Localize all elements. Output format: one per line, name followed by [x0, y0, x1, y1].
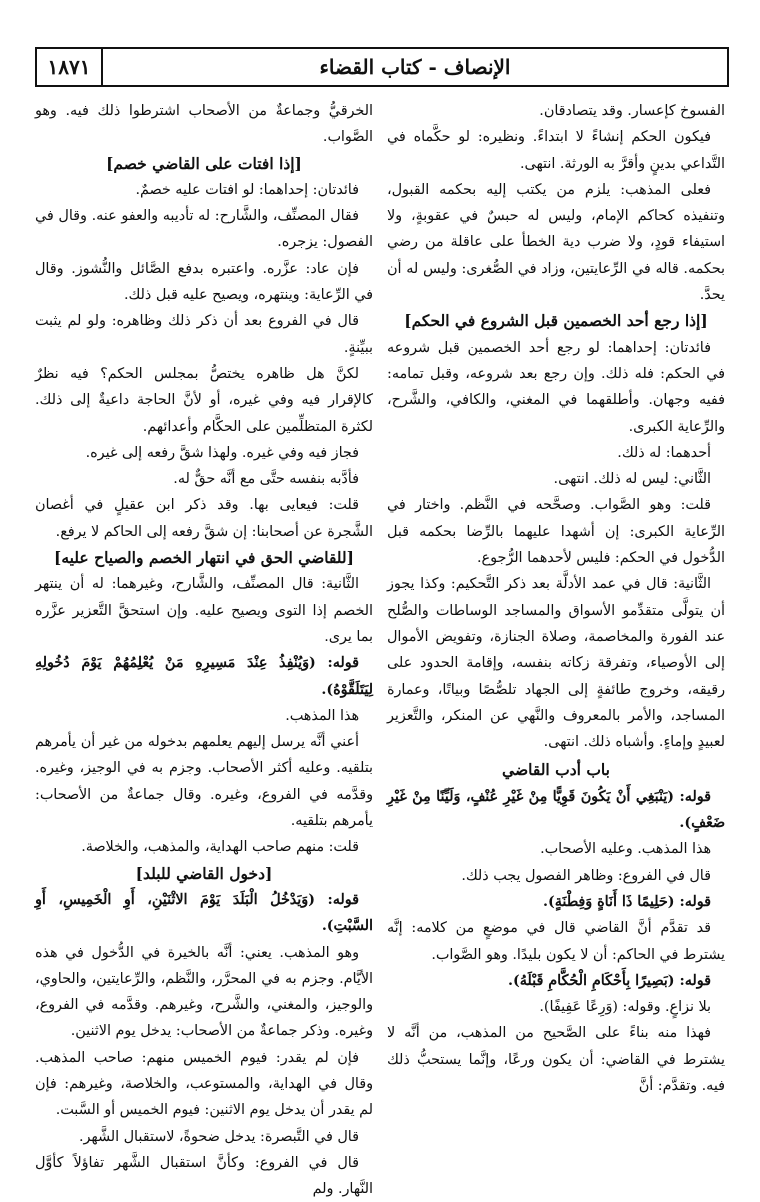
paragraph: قلت: منهم صاحب الهداية، والمذهب، والخلاصة. [81, 839, 359, 856]
paragraph: أحدهما: له ذلك. [617, 444, 711, 461]
paragraph: قال في الفروع: وظاهر الفصول يجب ذلك. [461, 867, 711, 884]
paragraph: قال في الفروع بعد أن ذكر ذلك وظاهره: ولو لم يثبت ببيِّنةٍ. [35, 313, 373, 356]
paragraph: فأدَّبه بنفسه حتَّى مع أنَّه حقٌّ له. [173, 471, 359, 488]
paragraph: قال في التَّبصرة: يدخل ضحوةً، لاستقبال الشَّهر. [79, 1128, 359, 1145]
quoted-matn: قوله: (وَيَدْخُلُ الْبَلَدَ يَوْمَ الاثْنَيْنِ، أَوِ الْخَمِيسِ، أَوِ السَّبْتِ). [35, 891, 373, 935]
section-heading: [دخول القاضي للبلد] [135, 863, 273, 883]
paragraph: فقال المصنِّف، والشَّارح: له تأديبه والعفو عنه. وقال في الفصول: يزجره. [35, 208, 373, 251]
paragraph: قد تقدَّم أنَّ القاضي قال في موضعٍ من كلامه: إنَّه يشترط في الحاكم: أن لا يكون بليدًا. وهو الصَّواب. [387, 920, 725, 963]
paragraph: وهو المذهب. يعني: أنَّه بالخيرة في الدُّخول في هذه الأيَّام. وجزم به في المحرَّر، والنَّظم، والرِّعايتين، والحاوي، والوجيز، والمغني، والشَّرح، وغيرهم. وقدَّمه في الفروع، وغيره. وذكر جماعةٌ من الأصحاب: يدخل يوم الاثنين. [35, 944, 373, 1040]
paragraph: فعلى المذهب: يلزم من يكتب إليه بحكمه القبول، وتنفيذه كحاكم الإمام، وليس له حبسٌ في عقوبةٍ، ولا استيفاء قودٍ، ولا ضرب دية الخطأ على عاقلة من رضي بحكمه. قاله في الرِّعايتين، وزاد في الصُّغرى: وليس له أن يحدَّ. [387, 181, 725, 304]
quoted-matn: قوله: (بَصِيرًا بِأَحْكَامِ الْحُكَّامِ قَبْلَهُ). [508, 972, 711, 989]
paragraph: الثَّاني: ليس له ذلك. انتهى. [553, 471, 711, 488]
paragraph: فهذا منه بناءً على الصَّحيح من المذهب، من أنَّه لا يشترط في القاضي: أن يكون ورعًا، وإنَّما يستحبُّ ذلك فيه. وتقدَّم: أنَّ [387, 1025, 725, 1094]
right-column [387, 98, 725, 1098]
paragraph: الفسوخ كإعسار. وقد يتصادقان. [539, 103, 725, 119]
paragraph: هذا المذهب. [285, 707, 359, 724]
left-column [35, 98, 373, 1198]
paragraph: فإن عاد: عزَّره. واعتبره بدفع الصَّائل والنُّشوز. وقال في الرِّعاية: وينتهره، ويصيح عليه قبل ذلك. [35, 260, 373, 304]
paragraph: بلا نزاعٍ. وقوله: (وَرِعًا عَفِيفًا). [539, 999, 711, 1016]
chapter-heading: باب أدب القاضي [502, 760, 610, 780]
paragraph: الثَّانية: قال في عمد الأدلَّة بعد ذكر التَّحكيم: وكذا يجوز أن يتولَّى متقدِّمو الأسواق والمساجد الوساطات والصُّلح عند الفورة والمخاصمة، وصلاة الجنازة، وتفويض الأموال إلى الأوصياء، وتفرقة زكاته بنفسه، وإقامة الحدود على رقيقه، وخروج طائفةٍ إلى الجهاد تلصُّصًا وبياتًا، وعمارة المساجد، والأمر بالمعروف والنَّهي عن المنكر، والتَّعزير لعبيدٍ وإماءٍ. وأشباه ذلك. انتهى. [387, 576, 725, 751]
paragraph: قلت: فيعايى بها. وقد ذكر ابن عقيلٍ في أغصان الشَّجرة عن أصحابنا: إن شقَّ رفعه إلى الحاكم لا يرفع. [35, 497, 373, 540]
section-heading: [للقاضي الحق في انتهار الخصم والصياح عليه] [53, 548, 354, 568]
paragraph: الخرقيُّ وجماعةٌ من الأصحاب اشترطوا ذلك فيه. وهو الصَّواب. [35, 103, 373, 146]
section-heading: [إذا افتات على القاضي خصم] [106, 153, 302, 173]
page-number: ١٨٧١ [37, 49, 103, 85]
running-title: الإنصاف - كتاب القضاء [319, 55, 511, 79]
paragraph: فائدتان: إحداهما: لو رجع أحد الخصمين قبل شروعه في الحكم: فله ذلك. وإن رجع بعد شروعه، وقبل تمامه: ففيه وجهان. وأطلقهما في المغني، والكافي، والشَّرح، والرِّعاية الكبرى. [387, 339, 725, 435]
section-heading: [إذا رجع أحد الخصمين قبل الشروع في الحكم] [404, 311, 708, 331]
quoted-matn: قوله: (يَنْبَغِي أَنْ يَكُونَ قَوِيًّا مِنْ غَيْرِ عُنْفٍ، وَلَيِّنًا مِنْ غَيْرِ ضَعْفٍ). [387, 788, 725, 832]
paragraph: فائدتان: إحداهما: لو افتات عليه خصمٌ. [135, 181, 359, 198]
paragraph: قال في الفروع: وكأنَّ استقبال الشَّهر تفاؤلاً كأوَّل النَّهار. ولم [35, 1154, 373, 1198]
paragraph: قلت: وهو الصَّواب. وصحَّحه في النَّظم. واختار في الرِّعاية الكبرى: إن أشهدا عليهما بالرِّضا بحكمه قبل الدُّخول في الحكم: فليس لأحدهما الرُّجوع. [387, 497, 725, 567]
quoted-matn: قوله: (وَيُنْفِذُ عِنْدَ مَسِيرِهِ مَنْ يُعْلِمُهُمْ يَوْمَ دُخُولِهِ لِيَتَلَقَّوْهُ). [35, 655, 373, 698]
paragraph: فإن لم يقدر: فيوم الخميس منهم: صاحب المذهب. وقال في الهداية، والمستوعب، والخلاصة، وغيرهم: فإن لم يقدر أن يدخل يوم الاثنين: فيوم الخميس أو السَّبت. [35, 1049, 373, 1119]
quoted-matn: قوله: (حَلِيمًا ذَا أَنَاةٍ وَفِطْنَةٍ). [542, 893, 711, 910]
page-header [35, 47, 729, 87]
paragraph: هذا المذهب. وعليه الأصحاب. [540, 841, 711, 858]
paragraph: الثَّانية: قال المصنِّف، والشَّارح، وغيرهما: له أن ينتهر الخصم إذا التوى ويصيح عليه. وإن استحقَّ التَّعزير عزَّره بما يرى. [35, 576, 373, 645]
paragraph: أعني أنَّه يرسل إليهم يعلمهم بدخوله من غير أن يأمرهم بتلقيه. وعليه أكثر الأصحاب. وجزم به في الوجيز، وغيره. وقدَّمه في الفروع، وغيره. وقال جماعةٌ من الأصحاب: يأمرهم بتلقيه. [35, 734, 373, 830]
paragraph: لكنَّ هل ظاهره يختصُّ بمجلس الحكم؟ فيه نظرٌ كالإقرار فيه وفي غيره، أو لأنَّ الحاجة داعيةٌ إلى ذلك. لكثرة المتظلِّمين على الحكَّام وأعدائهم. [35, 365, 373, 435]
paragraph: فجاز فيه وفي غيره. ولهذا شقَّ رفعه إلى غيره. [85, 444, 359, 461]
paragraph: فيكون الحكم إنشاءً لا ابتداءً. ونظيره: لو حكَّماه في التَّداعي بدينٍ وأقرَّ به الورثة. انتهى. [387, 129, 725, 172]
